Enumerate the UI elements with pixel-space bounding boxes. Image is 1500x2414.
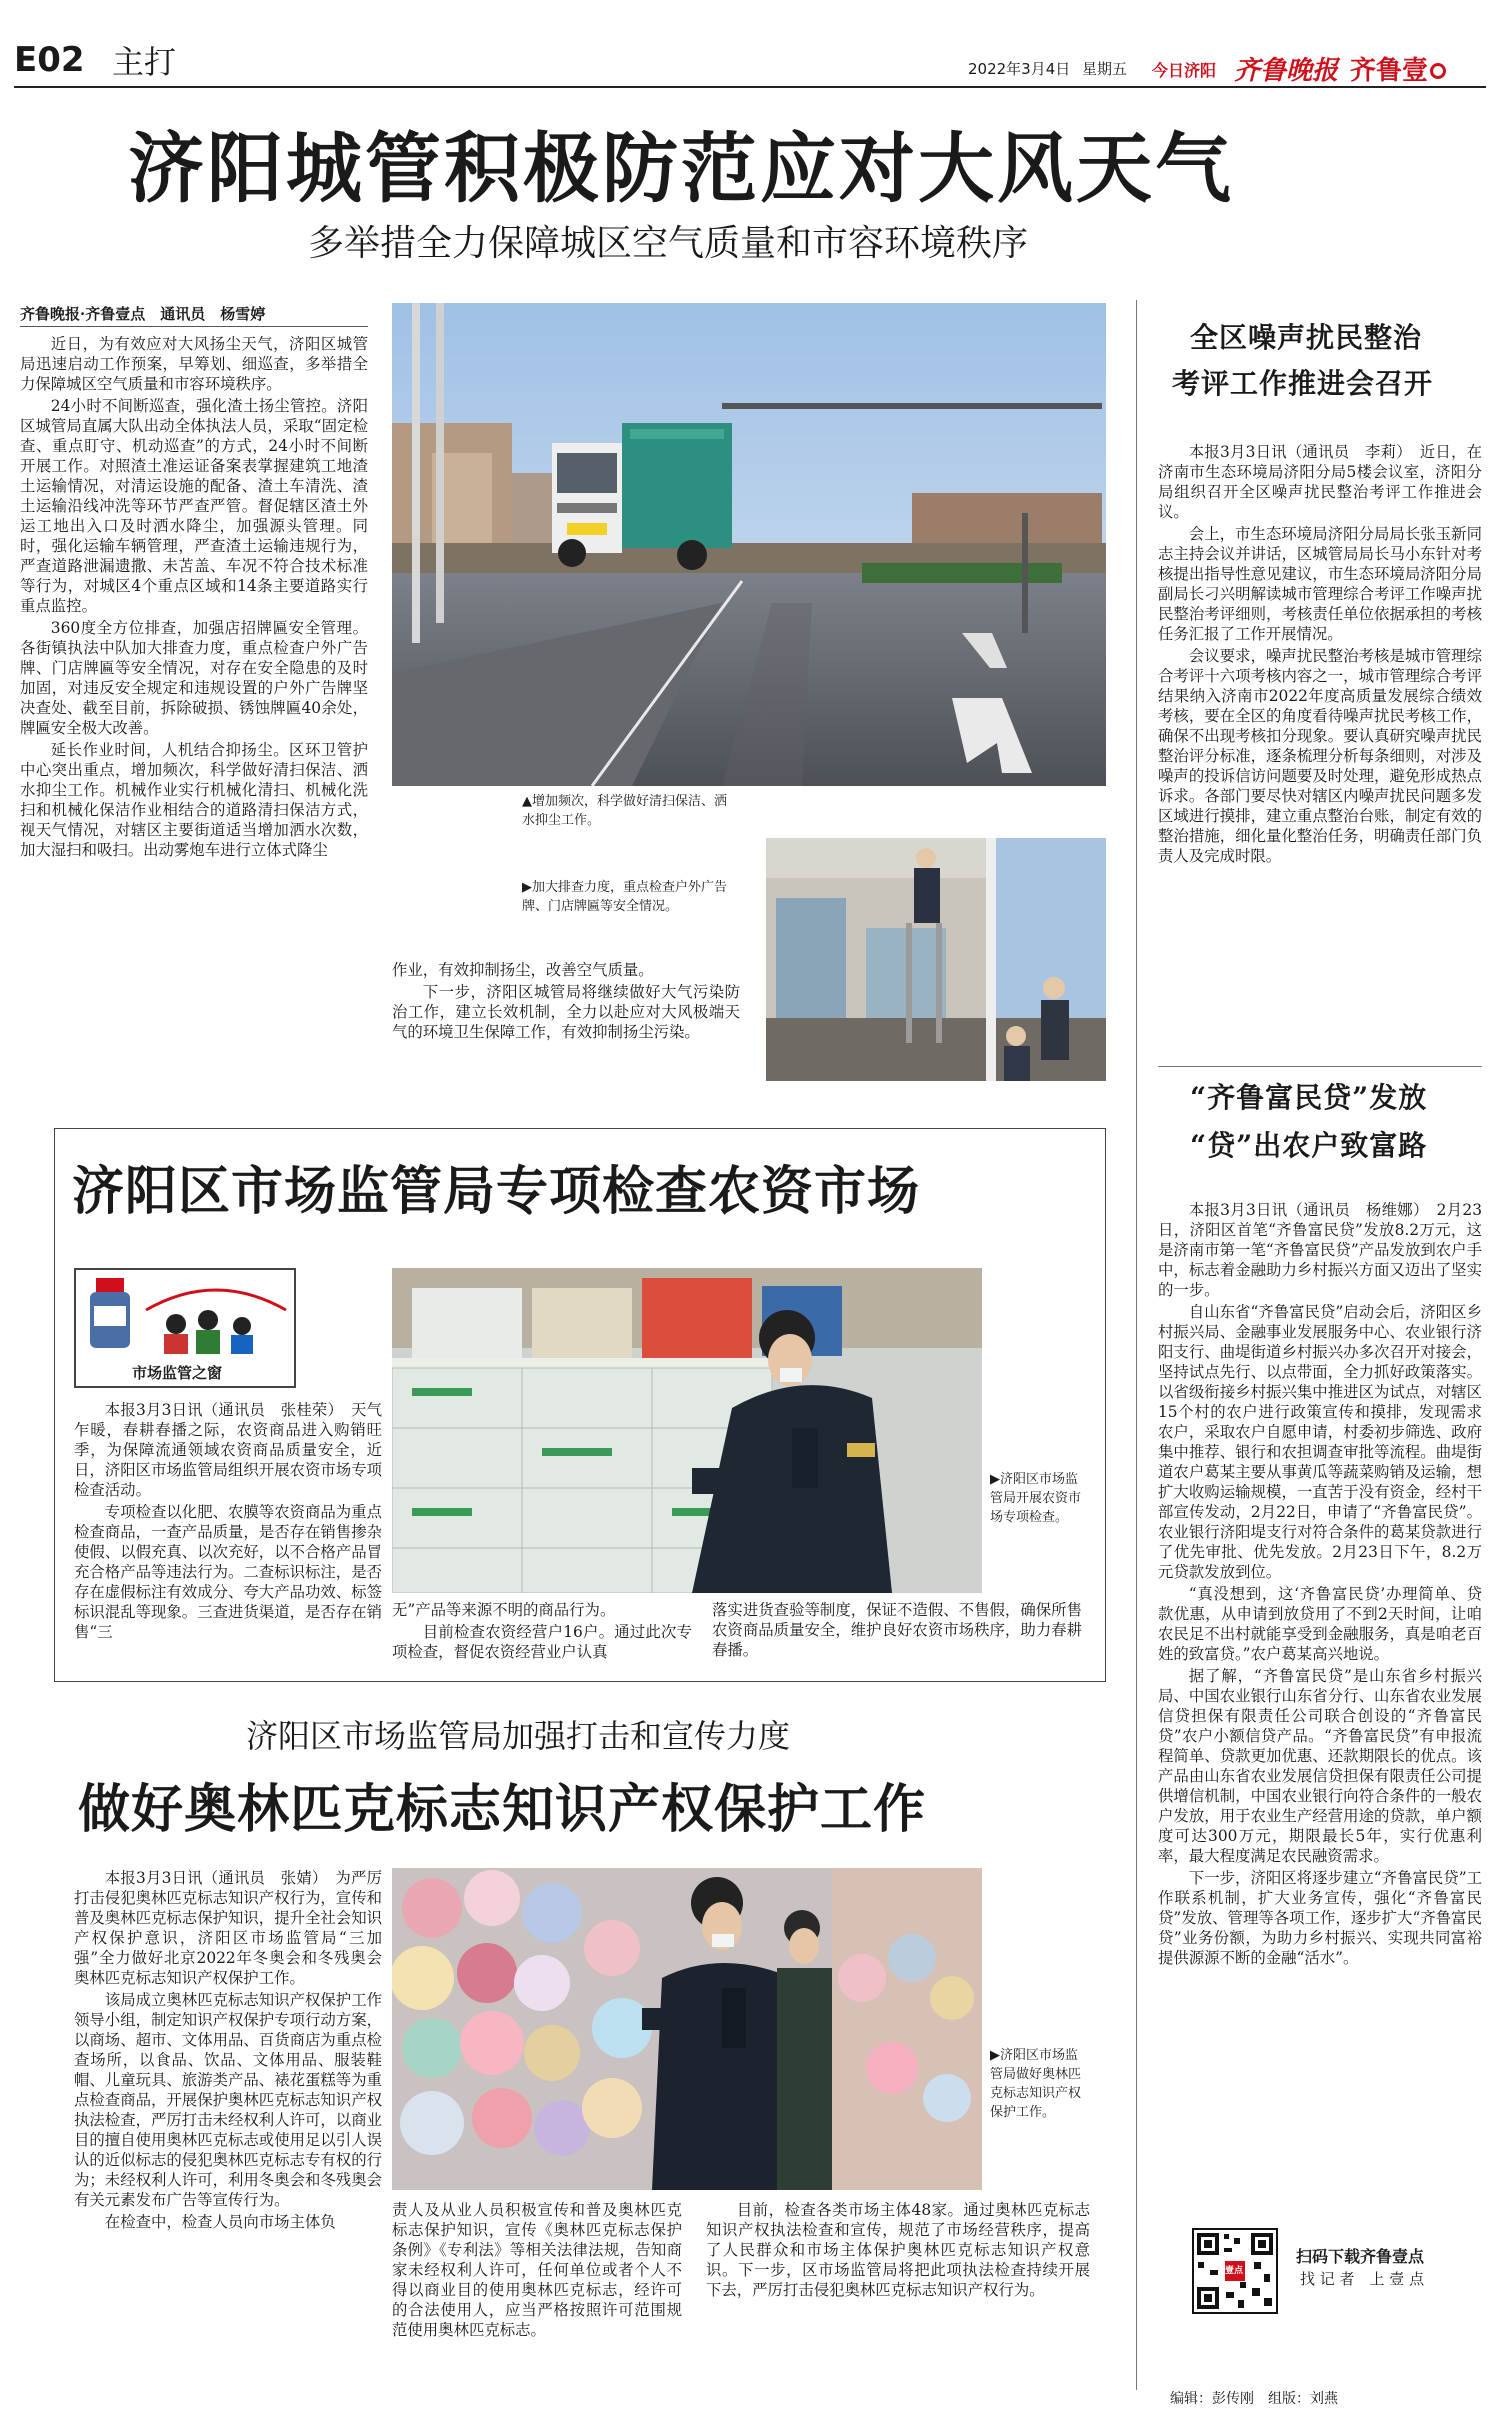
- story1-headline: 济阳城管积极防范应对大风天气: [128, 124, 1234, 213]
- signboard-inspection-photo: [766, 838, 1106, 1081]
- story3-headline-line2: “贷”出农户致富路: [1190, 1129, 1428, 1162]
- truck: [552, 423, 732, 570]
- qr-code[interactable]: [1192, 2228, 1278, 2314]
- story4-paragraph: 落实进货查验等制度，保证不造假、不售假，确保所售农资商品质量安全，维护良好农资市场秩序，助力春耕春播。: [712, 1601, 1082, 1659]
- story5-paragraph: 该局成立奥林匹克标志知识产权保护工作领导小组，制定知识产权保护专项行动方案，以商场、超市、文体用品、百货商店为重点检查场所，以食品、饮品、文体用品、服装鞋帽、儿童玩具、旅游类产品、裱花蛋糕等为重点检查商品，开展保护奥林匹克标志知识产权执法检查，严厉打击未经权利人许可，以商业目的擅自使用奥林匹克标志或使用足以引人误认的近似标志的侵犯奥林匹克标志专有权的行为；未经权利人许可，利用冬奥会和冬残奥会有关元素发布广告等宣传行为。: [74, 1991, 382, 2209]
- market-supervision-logo-label: 市场监管之窗: [132, 1364, 223, 1382]
- story5-column-3: [706, 2200, 1090, 2400]
- story3-headline-line1: “齐鲁富民贷”发放: [1190, 1081, 1428, 1114]
- editor-credit: 编辑：彭传刚 组版：刘燕: [1170, 2391, 1338, 2407]
- story1-byline: 齐鲁晚报·齐鲁壹点 通讯员 杨雪婷: [20, 305, 266, 323]
- qr-find-reporter-label: 找 记 者 上 壹 点: [1300, 2270, 1425, 2288]
- story1-subhead: 多举措全力保障城区空气质量和市容环境秩序: [308, 223, 1029, 264]
- section-divider: [1158, 1066, 1482, 1067]
- story4-column-3: [712, 1600, 1082, 1670]
- story5-column-2: [392, 2200, 682, 2400]
- story4-caption: ▶济阳区市场监管局开展农资市场专项检查。: [990, 1472, 1082, 1525]
- street-sweeper-image: [392, 303, 1106, 786]
- story5-kicker: 济阳区市场监管局加强打击和宣传力度: [246, 1717, 791, 1755]
- story4-headline: 济阳区市场监管局专项检查农资市场: [72, 1161, 921, 1222]
- story1-column-2: [392, 960, 740, 1082]
- brand-dot-icon: [1430, 63, 1446, 79]
- story4-paragraph: 专项检查以化肥、农膜等农资商品为重点检查商品，一查产品质量，是否存在销售掺杂使假、以假充真、以次充好，以不合格产品冒充合格产品等违法行为。二查标识标注，是否存在虚假标注有效成分、夸大产品功效、标签标识混乱等现象。三查进货渠道，是否存在销售“三: [74, 1503, 382, 1641]
- story5-caption: ▶济阳区市场监管局做好奥林匹克标志知识产权保护工作。: [990, 2048, 1082, 2120]
- story1-paragraph: 24小时不间断巡查，强化渣土扬尘管控。济阳区城管局直属大队出动全体执法人员，采取“固定检查、重点盯守、机动巡查”的方式，24小时不间断开展工作。对照渣土准运证备案表掌握建筑工地渣土运输情况，对清运设施的配备、渣土车清洗、渣土运输沿线冲洗等环节严查严管。督促辖区渣土外运工地出入口及时洒水降尘，加强源头管理。同时，强化运输车辆管理，严查渣土运输违规行为，严查道路泄漏遗撒、未苫盖、车况不符合技术标准等行为，对城区4个重点区域和14条主要道路实行重点监控。: [20, 397, 368, 615]
- story4-column-1: [74, 1400, 382, 1662]
- story1-caption-1: ▲增加频次，科学做好清扫保洁、洒水抑尘工作。: [522, 794, 727, 828]
- story5-paragraph: 本报3月3日讯（通讯员 张婧） 为严厉打击侵犯奥林匹克标志知识产权行为，宣传和普及奥林匹克标志保护知识，提升全社会知识产权保护意识，济阳区市场监管局“三加强”全力做好北京2022年冬奥会和冬残奥会奥林匹克标志知识产权保护工作。: [74, 1869, 382, 1987]
- story4-paragraph: 目前检查农资经营户16户。通过此次专项检查，督促农资经营业户认真: [392, 1623, 692, 1661]
- story2-column: [1158, 442, 1482, 1062]
- story4-paragraph: 无”产品等来源不明的商品行为。: [392, 1601, 616, 1619]
- page-code: E02: [14, 40, 85, 80]
- story1-paragraph: 作业，有效抑制扬尘，改善空气质量。: [392, 961, 654, 979]
- story5-paragraph: 目前，检查各类市场主体48家。通过奥林匹克标志知识产权执法检查和宣传，规范了市场经营秩序，提高了人民群众和市场主体保护奥林匹克标志知识产权意识。下一步，区市场监管局将把此项执法检查持续开展下去，严厉打击侵犯奥林匹克标志知识产权行为。: [706, 2201, 1090, 2299]
- fertilizer-inspection-photo: [392, 1268, 982, 1593]
- signboard-inspection-image: [766, 838, 1106, 1081]
- olympic-ip-inspection-image: [392, 1868, 982, 2190]
- qr-download-label: 扫码下载齐鲁壹点: [1296, 2247, 1425, 2266]
- story1-paragraph: 近日，为有效应对大风扬尘天气，济阳区城管局迅速启动工作预案，早筹划、细巡查，多举措全力保障城区空气质量和市容环境秩序。: [20, 335, 368, 393]
- story2-paragraph: 本报3月3日讯（通讯员 李莉） 近日，在济南市生态环境局济阳分局5楼会议室，济阳分局组织召开全区噪声扰民整治考评工作推进会议。: [1158, 443, 1482, 521]
- story5-paragraph: 责人及从业人员积极宣传和普及奥林匹克标志保护知识，宣传《奥林匹克标志保护条例》《专利法》等相关法律法规，告知商家未经权利人许可，任何单位或者个人不得以商业目的使用奥林匹克标志，经许可的合法使用人，应当严格按照许可范围规范使用奥林匹克标志。: [392, 2201, 682, 2339]
- story5-paragraph: 在检查中，检查人员向市场主体负: [104, 2213, 336, 2231]
- edition-name: 今日济阳: [1152, 61, 1217, 80]
- issue-date: 2022年3月4日: [968, 60, 1071, 78]
- story3-paragraph: 下一步，济阳区将逐步建立“齐鲁富民贷”工作联系机制，扩大业务宣传，强化“齐鲁富民贷”发放、管理等各项工作，逐步扩大“齐鲁富民贷”业务份额，为助力乡村振兴、实现共同富裕提供源源不断的金融“活水”。: [1158, 1869, 1482, 1967]
- story4-column-2: [392, 1600, 692, 1670]
- story1-paragraph: 延长作业时间，人机结合抑扬尘。区环卫管护中心突出重点，增加频次，科学做好清扫保洁、洒水抑尘工作。机械作业实行机械化清扫、机械化洗扫和机械化保洁作业相结合的道路清扫保洁方式，视天气情况，对辖区主要街道适当增加洒水次数，加大湿扫和吸扫。出动雾炮车进行立体式降尘: [20, 741, 368, 859]
- column-divider: [1136, 300, 1137, 2390]
- brand-logo-text: 齐鲁壹: [1350, 56, 1429, 86]
- story2-headline-line1: 全区噪声扰民整治: [1190, 321, 1423, 354]
- story5-column-1: [74, 1868, 382, 2400]
- street-sweeper-photo: [392, 303, 1106, 786]
- qr-center-label: 壹点: [1225, 2266, 1244, 2276]
- paper-logo: 齐鲁晚报: [1234, 56, 1339, 86]
- story1-paragraph: 360度全方位排查，加强店招牌匾安全管理。各街镇执法中队加大排查力度，重点检查户外广告牌、门店牌匾等安全情况，对存在安全隐患的及时加固，对违反安全规定和违规设置的户外广告牌坚决查处、截至目前，拆除破损、锈蚀牌匾40余处，牌匾安全极大改善。: [20, 619, 368, 737]
- brand-logo: [1350, 50, 1446, 87]
- story1-byline-rule: [20, 326, 368, 327]
- market-supervision-logo: [74, 1268, 296, 1388]
- masthead-rule: [14, 86, 1486, 88]
- story1-column-1: [20, 334, 368, 1082]
- story3-paragraph: 自山东省“齐鲁富民贷”启动会后，济阳区乡村振兴局、金融事业发展服务中心、农业银行济阳支行、曲堤街道乡村振兴办多次召开对接会，坚持试点先行、以点带面，全力抓好政策落实。以省级衔接乡村振兴集中推进区为试点，对辖区15个村的农户进行政策宣传和摸排，发现需求农户，采取农户自愿申请，村委初步筛选、政府集中推荐、银行和农担调查审批等流程。曲堤街道农户葛某主要从事黄瓜等蔬菜购销及运输，想扩大收购运输规模，一直苦于没有资金，经村干部宣传发动，2月22日，申请了“齐鲁富民贷”。农业银行济阳堤支行对符合条件的葛某贷款进行了优先审批、优先发放。2月23日下午，8.2万元贷款发放到位。: [1158, 1303, 1482, 1581]
- story2-paragraph: 会上，市生态环境局济阳分局局长张玉新同志主持会议并讲话，区城管局局长马小东针对考核提出指导性意见建议，市生态环境局济阳分局副局长刁兴明解读城市管理综合考评工作噪声扰民整治考评细则，考核责任单位依据承担的考核任务汇报了工作开展情况。: [1158, 525, 1482, 643]
- issue-weekday: 星期五: [1082, 60, 1128, 78]
- olympic-ip-inspection-photo: [392, 1868, 982, 2190]
- story1-paragraph: 下一步，济阳区城管局将继续做好大气污染防治工作，建立长效机制，全力以赴应对大风极端天气的环境卫生保障工作，有效抑制扬尘污染。: [392, 983, 740, 1041]
- story2-headline-line2: 考评工作推进会召开: [1172, 367, 1434, 400]
- market-supervision-logo-icon: [76, 1270, 294, 1360]
- story5-headline: 做好奥林匹克标志知识产权保护工作: [78, 1779, 927, 1840]
- story4-paragraph: 本报3月3日讯（通讯员 张桂荣） 天气乍暖，春耕春播之际，农资商品进入购销旺季，为保障流通领域农资商品质量安全，近日，济阳区市场监管局组织开展农资市场专项检查活动。: [74, 1401, 382, 1499]
- story3-paragraph: “真没想到，这‘齐鲁富民贷’办理简单、贷款优惠，从申请到放贷用了不到2天时间，让咱农民足不出村就能享受到金融服务，真是咱老百姓的致富贷。”农户葛某高兴地说。: [1158, 1585, 1482, 1663]
- story3-paragraph: 据了解，“齐鲁富民贷”是山东省乡村振兴局、中国农业银行山东省分行、山东省农业发展信贷担保有限责任公司联合创设的“齐鲁富民贷”农户小额信贷产品。“齐鲁富民贷”有申报流程简单、贷款更加优惠、还款期限长的优点。该产品由山东省农业发展信贷担保有限责任公司提供增信机制，中国农业银行向符合条件的一般农户发放，用于农业生产经营用途的贷款，单户额度可达300万元，期限最长5年，实行优惠利率，最大程度满足农民融资需求。: [1158, 1667, 1482, 1865]
- fertilizer-inspection-image: [392, 1268, 982, 1593]
- section-name: 主打: [112, 43, 177, 81]
- story3-column: [1158, 1200, 1482, 2200]
- story3-paragraph: 本报3月3日讯（通讯员 杨维娜） 2月23日，济阳区首笔“齐鲁富民贷”发放8.2万元，这是济南市第一笔“齐鲁富民贷”产品发放到农户手中，标志着金融助力乡村振兴方面又迈出了坚实的一步。: [1158, 1201, 1482, 1299]
- story2-paragraph: 会议要求，噪声扰民整治考核是城市管理综合考评十六项考核内容之一，城市管理综合考评结果纳入济南市2022年度高质量发展综合绩效考核，要在全区的角度看待噪声扰民考核工作，确保不出现考核扣分现象。要认真研究噪声扰民整治评分标准，逐条梳理分析每条细则，对涉及噪声的投诉信访问题要及时处理，避免形成热点诉求。各部门要尽快对辖区内噪声扰民问题多发区域进行摸排，建立重点整治台账，制定有效的整治措施，细化量化整治任务，明确责任部门负责人及完成时限。: [1158, 647, 1482, 865]
- story1-caption-2: ▶加大排查力度，重点检查户外广告牌、门店牌匾等安全情况。: [522, 880, 727, 914]
